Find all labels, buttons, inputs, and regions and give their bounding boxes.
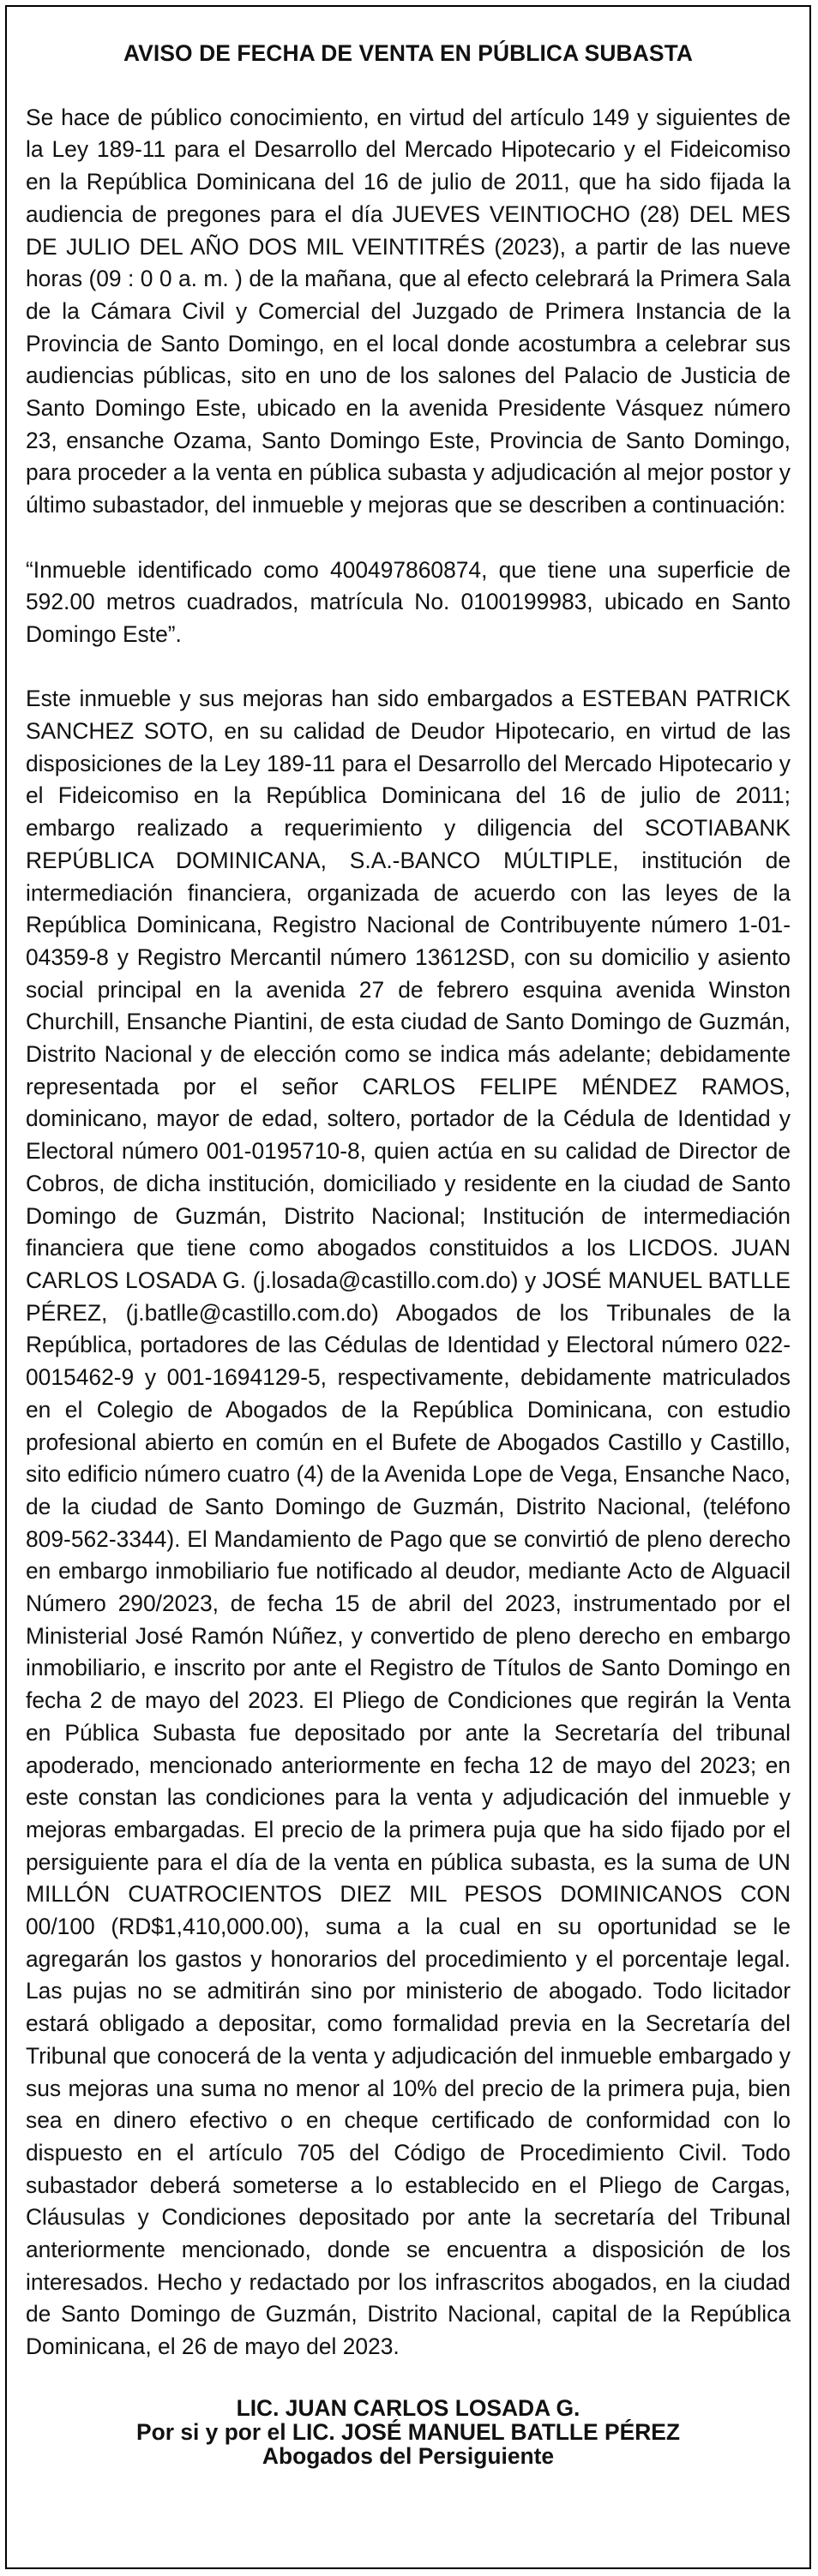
notice-title: AVISO DE FECHA DE VENTA EN PÚBLICA SUBASTA: [123, 40, 693, 66]
signature-role: Abogados del Persiguiente: [262, 2442, 555, 2469]
notice-frame: [5, 5, 811, 2569]
signature-lawyer-name: LIC. JUAN CARLOS LOSADA G.: [236, 2394, 580, 2421]
paragraph-announcement: Se hace de público conocimiento, en virtud del artículo 149 y siguientes de la Ley 189-11 para el Desarrollo del Mercado Hipotecario y el Fideicomiso en la República Dominicana del 16 de julio de 2011, que ha sido fijada la audiencia de pregones para el día JUEVES VEINTIOCHO (28) DEL MES DE JULIO DEL AÑO DOS MIL VEINTITRÉS (2023), a partir de las nueve horas (09 : 0 0 a. m. ) de la mañana, que al efecto celebrará la Primera Sala de la Cámara Civil y Comercial del Juzgado de Primera Instancia de la Provincia de Santo Domingo, en el local donde acostumbra a celebrar sus audiencias públicas, sito en uno de los salones del Palacio de Justicia de Santo Domingo Este, ubicado en la avenida Presidente Vásquez número 23, ensanche Ozama, Santo Domingo Este, Provincia de Santo Domingo, para proceder a la venta en pública subasta y adjudicación al mejor postor y último subastador, del inmueble y mejoras que se describen a continuación:: [26, 104, 791, 518]
paragraph-property-description: “Inmueble identificado como 400497860874, que tiene una superficie de 592.00 metros cuadrados, matrícula No. 0100199983, ubicado en Santo Domingo Este”.: [26, 556, 791, 647]
signature-co-lawyer: Por si y por el LIC. JOSÉ MANUEL BATLLE PÉREZ: [136, 2418, 680, 2445]
paragraph-seizure-details: Este inmueble y sus mejoras han sido embargados a ESTEBAN PATRICK SANCHEZ SOTO, en su calidad de Deudor Hipotecario, en virtud de las disposiciones de la Ley 189-11 para el Desarrollo del Mercado Hipotecario y el Fideicomiso en la República Dominicana del 16 de julio de 2011; embargo realizado a requerimiento y diligencia del SCOTIABANK REPÚBLICA DOMINICANA, S.A.-BANCO MÚLTIPLE, institución de intermediación financiera, organizada de acuerdo con las leyes de la República Dominicana, Registro Nacional de Contribuyente número 1-01-04359-8 y Registro Mercantil número 13612SD, con su domicilio y asiento social principal en la avenida 27 de febrero esquina avenida Winston Churchill, Ensanche Piantini, de esta ciudad de Santo Domingo de Guzmán, Distrito Nacional y de elección como se indica más adelante; debidamente representada por el señor CARLOS FELIPE MÉNDEZ RAMOS, dominicano, mayor de edad, soltero, portador de la Cédula de Identidad y Electoral número 001-0195710-8, quien actúa en su calidad de Director de Cobros, de dicha institución, domiciliado y residente en la ciudad de Santo Domingo de Guzmán, Distrito Nacional; Institución de intermediación financiera que tiene como abogados constituidos a los LICDOS. JUAN CARLOS LOSADA G. (j.losada@castillo.com.do) y JOSÉ MANUEL BATLLE PÉREZ, (j.batlle@castillo.com.do) Abogados de los Tribunales de la República, portadores de las Cédulas de Identidad y Electoral número 022-0015462-9 y 001-1694129-5, respectivamente, debidamente matriculados en el Colegio de Abogados de la República Dominicana, con estudio profesional abierto en común en el Bufete de Abogados Castillo y Castillo, sito edificio número cuatro (4) de la Avenida Lope de Vega, Ensanche Naco, de la ciudad de Santo Domingo de Guzmán, Distrito Nacional, (teléfono 809-562-3344). El Mandamiento de Pago que se convirtió de pleno derecho en embargo inmobiliario fue notificado al deudor, mediante Acto de Alguacil Número 290/2023, de fecha 15 de abril del 2023, instrumentado por el Ministerial José Ramón Núñez, y convertido de pleno derecho en embargo inmobiliario, e inscrito por ante el Registro de Títulos de Santo Domingo en fecha 2 de mayo del 2023. El Pliego de Condiciones que regirán la Venta en Pública Subasta fue depositado por ante la Secretaría del tribunal apoderado, mencionado anteriormente en fecha 12 de mayo del 2023; en este constan las condiciones para la venta y adjudicación del inmueble y mejoras embargadas. El precio de la primera puja que ha sido fijado por el persiguiente para el día de la venta en pública subasta, es la suma de UN MILLÓN CUATROCIENTOS DIEZ MIL PESOS DOMINICANOS CON 00/100 (RD$1,410,000.00), suma a la cual en su oportunidad se le agregarán los gastos y honorarios del procedimiento y el porcentaje legal. Las pujas no se admitirán sino por ministerio de abogado. Todo licitador estará obligado a depositar, como formalidad previa en la Secretaría del Tribunal que conocerá de la venta y adjudicación del inmueble embargado y sus mejoras una suma no menor al 10% del precio de la primera puja, bien sea en dinero efectivo o en cheque certificado de conformidad con lo dispuesto en el artículo 705 del Código de Procedimiento Civil. Todo subastador deberá someterse a lo establecido en el Pliego de Cargas, Cláusulas y Condiciones depositado por ante la secretaría del Tribunal anteriormente mencionado, donde se encuentra a disposición de los interesados. Hecho y redactado por los infrascritos abogados, en la ciudad de Santo Domingo de Guzmán, Distrito Nacional, capital de la República Dominicana, el 26 de mayo del 2023.: [26, 686, 791, 2360]
signature-block: [26, 2396, 791, 2468]
notice-content: [26, 38, 791, 2468]
